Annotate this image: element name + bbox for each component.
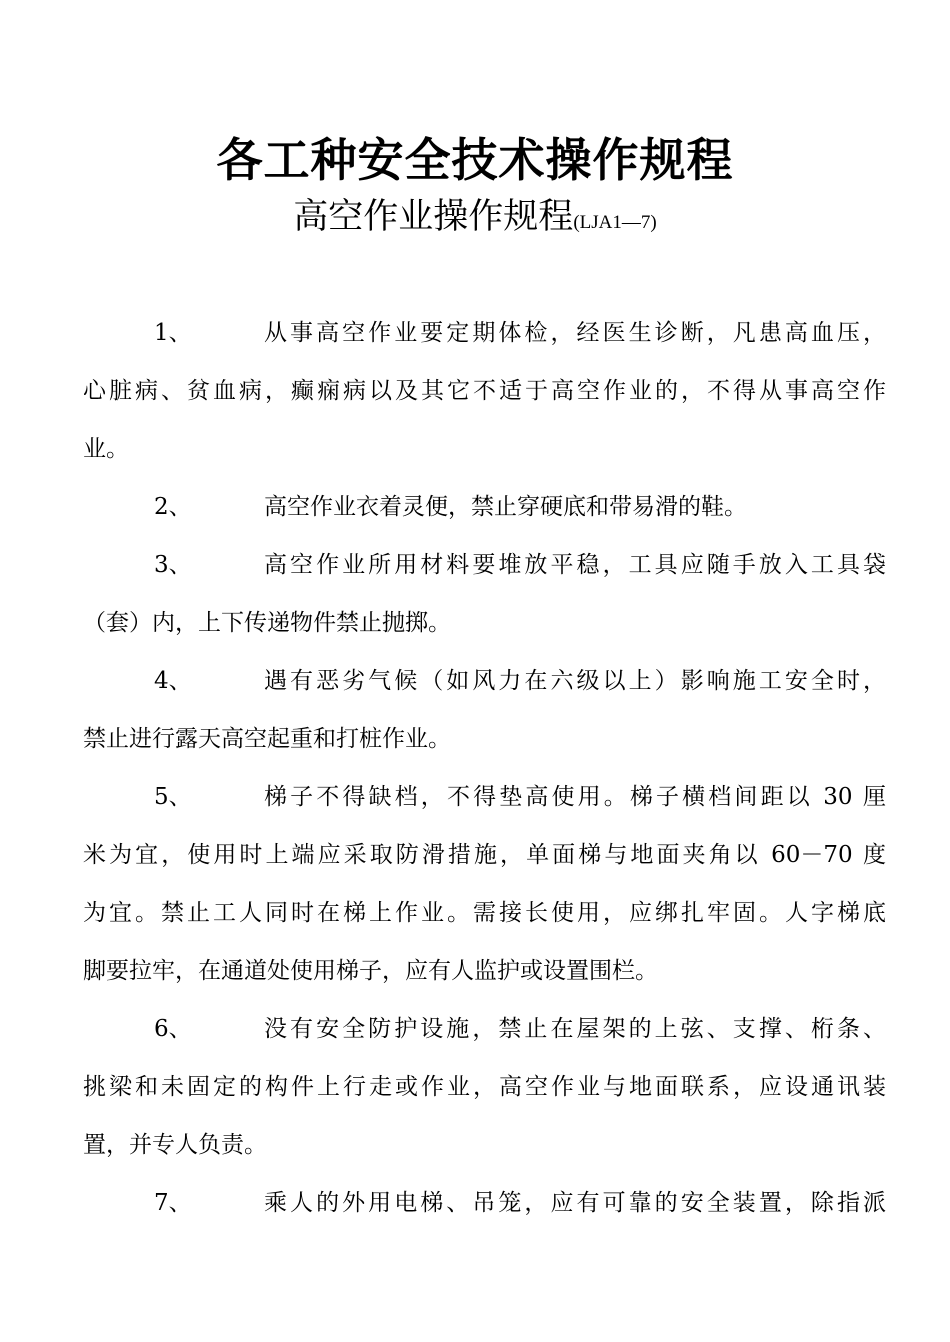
- item-number: 7、: [154, 1190, 192, 1216]
- item-text-line: 遇有恶劣气候（如风力在六级以上）影响施工安全时，: [264, 668, 886, 694]
- item-text-line: 挑梁和未固定的构件上行走或作业，高空作业与地面联系，应设通讯装: [83, 1074, 886, 1100]
- item-number: 4、: [154, 668, 192, 694]
- item-text-line: 脚要拉牢，在通道处使用梯子，应有人监护或设置围栏。: [83, 958, 658, 984]
- item-first-line: [83, 536, 886, 594]
- regulation-item: [83, 768, 886, 1000]
- item-first-line: [83, 1000, 886, 1058]
- regulation-item: [83, 652, 886, 768]
- item-first-line: [83, 304, 886, 362]
- item-text-line: 梯子不得缺档，不得垫高使用。梯子横档间距以 30 厘: [264, 784, 886, 810]
- item-first-line: [83, 768, 886, 826]
- regulation-item: [83, 304, 886, 478]
- document-body: [83, 304, 886, 1232]
- item-text-line: 乘人的外用电梯、吊笼，应有可靠的安全装置，除指派: [264, 1190, 886, 1216]
- item-number: 5、: [154, 784, 192, 810]
- document-title: 各工种安全技术操作规程: [216, 133, 734, 187]
- item-text-line: 为宜。禁止工人同时在梯上作业。需接长使用，应绑扎牢固。人字梯底: [83, 900, 886, 926]
- item-text-line: 置，并专人负责。: [83, 1132, 267, 1158]
- item-text-line: （套）内，上下传递物件禁止抛掷。: [83, 610, 451, 636]
- subtitle-text: 高空作业操作规程: [293, 197, 574, 237]
- regulation-item: [83, 1000, 886, 1174]
- item-text-line: 没有安全防护设施，禁止在屋架的上弦、支撑、桁条、: [264, 1016, 886, 1042]
- regulation-item: [83, 536, 886, 652]
- item-text-line: 业。: [83, 436, 129, 462]
- regulation-item: [83, 478, 886, 536]
- item-number: 2、: [154, 494, 192, 520]
- item-number: 3、: [154, 552, 192, 578]
- item-text-line: 禁止进行露天高空起重和打桩作业。: [83, 726, 451, 752]
- item-first-line: [83, 652, 886, 710]
- item-text-line: 高空作业所用材料要堆放平稳，工具应随手放入工具袋: [264, 552, 886, 578]
- item-number: 6、: [154, 1016, 192, 1042]
- item-first-line: [83, 478, 886, 536]
- item-text-line: 心脏病、贫血病，癫痫病以及其它不适于高空作业的，不得从事高空作: [83, 378, 886, 404]
- item-first-line: [83, 1174, 886, 1232]
- item-number: 1、: [154, 320, 192, 346]
- item-text-line: 米为宜，使用时上端应采取防滑措施，单面梯与地面夹角以 60－70 度: [83, 842, 886, 868]
- regulation-item: [83, 1174, 886, 1232]
- document-subtitle: [0, 193, 950, 247]
- subtitle-code: (LJA1—7): [573, 212, 657, 233]
- item-text-line: 高空作业衣着灵便，禁止穿硬底和带易滑的鞋。: [264, 494, 747, 520]
- item-text-line: 从事高空作业要定期体检，经医生诊断，凡患高血压，: [264, 320, 886, 346]
